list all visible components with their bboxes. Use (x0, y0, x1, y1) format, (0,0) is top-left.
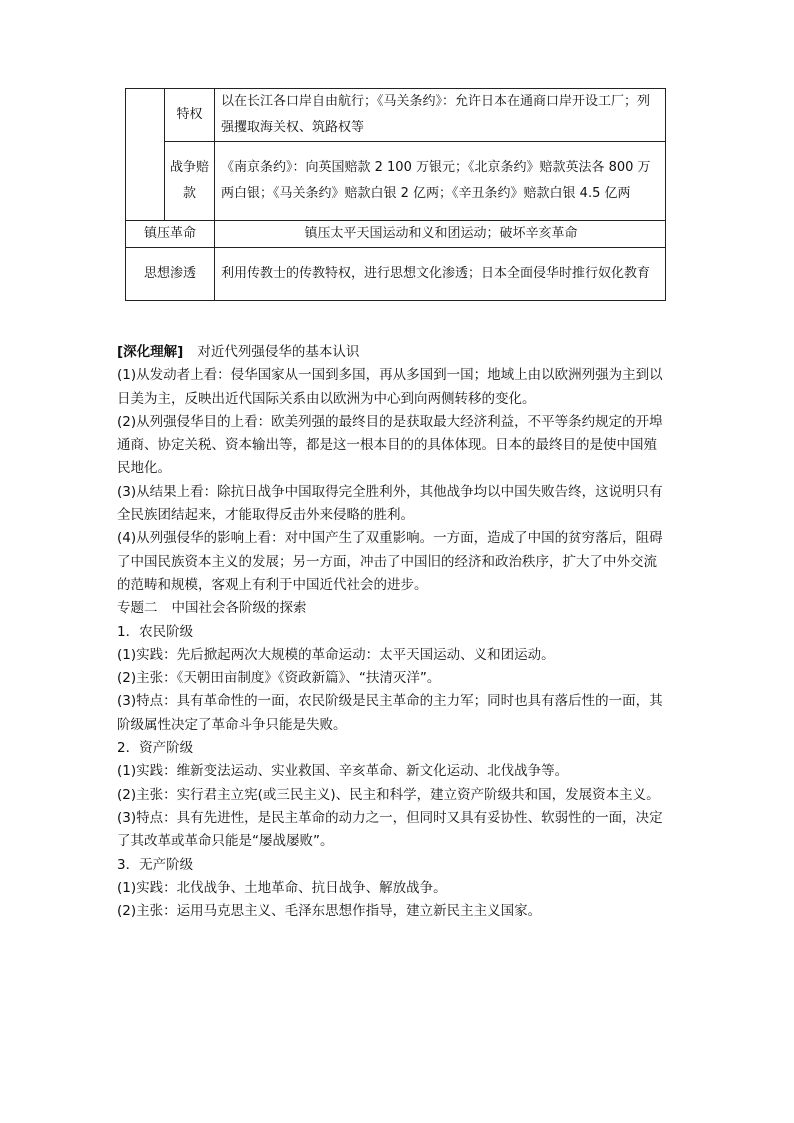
deepen-label: [深化理解] (117, 344, 184, 360)
row-label: 特权 (165, 89, 215, 142)
section-item: (2)主张：《天朝田亩制度》《资政新篇》、“扶清灭洋”。 (117, 670, 441, 687)
deepen-title: 对近代列强侵华的基本认识 (197, 344, 360, 360)
table-row (126, 221, 666, 248)
topic-title: 中国社会各阶级的探索 (171, 600, 307, 617)
row-content: 以在长江各口岸自由航行；《马关条约》：允许日本在通商口岸开设工厂；列强攫取海关权、筑路权等 (215, 89, 666, 142)
topic-label: 专题二 (117, 600, 158, 617)
row-content: 镇压太平天国运动和义和团运动；破坏辛亥革命 (215, 221, 666, 248)
row-label: 战争赔款 (165, 142, 215, 221)
section-heading: 2．资产阶级 (117, 740, 194, 757)
section-item: (2)主张：运用马克思主义、毛泽东思想作指导，建立新民主主义国家。 (117, 903, 542, 920)
section-item: (1)实践：先后掀起两次大规模的革命运动：太平天国运动、义和团运动。 (117, 646, 555, 663)
table-blank-cell (126, 89, 165, 221)
section-item: (3)特点：具有革命性的一面，农民阶级是民主革命的主力军；同时也具有落后性的一面，其阶级属性决定了革命斗争只能是失败。 (117, 693, 663, 733)
deepen-point: (4)从列强侵华的影响上看：对中国产生了双重影响。一方面，造成了中国的贫穷落后，阻碍了中国民族资本主义的发展；另一方面，冲击了中国旧的经济和政治秩序，扩大了中外交流的范畴和规模，客观上有利于中国近代社会的进步。 (117, 530, 663, 593)
deepen-heading (117, 341, 669, 364)
section-heading: 1．农民阶级 (117, 623, 194, 640)
deepen-point: (1)从发动者上看：侵华国家从一国到多国，再从多国到一国；地域上由以欧洲列强为主到以日美为主，反映出近代国际关系由以欧洲为中心到向两侧转移的变化。 (117, 367, 663, 407)
section-item: (2)主张：实行君主立宪(或三民主义)、民主和科学，建立资产阶级共和国，发展资本主义。 (117, 786, 660, 803)
table-row (126, 142, 666, 221)
section-heading: 3．无产阶级 (117, 856, 194, 873)
table-row (126, 248, 666, 301)
document-body (117, 341, 669, 923)
row-label: 思想渗透 (126, 248, 215, 301)
topic-heading (117, 597, 669, 620)
row-label: 镇压革命 (126, 221, 215, 248)
section-item: (1)实践：维新变法运动、实业救国、辛亥革命、新文化运动、北伐战争等。 (117, 763, 569, 780)
row-content: 《南京条约》：向英国赔款 2 100 万银元；《北京条约》赔款英法各 800 万两白银；《马关条约》赔款白银 2 亿两；《辛丑条约》赔款白银 4.5 亿两 (215, 142, 666, 221)
deepen-point: (2)从列强侵华目的上看：欧美列强的最终目的是获取最大经济利益，不平等条约规定的开埠通商、协定关税、资本输出等，都是这一根本目的的具体体现。日本的最终目的是使中国殖民地化。 (117, 413, 663, 477)
table-row (126, 89, 666, 142)
deepen-point: (3)从结果上看：除抗日战争中国取得完全胜利外，其他战争均以中国失败告终，这说明只有全民族团结起来，才能取得反击外来侵略的胜利。 (117, 483, 663, 524)
row-content: 利用传教士的传教特权，进行思想文化渗透；日本全面侵华时推行奴化教育 (215, 248, 666, 301)
aggression-table (125, 88, 666, 301)
section-item: (3)特点：具有先进性，是民主革命的动力之一，但同时又具有妥协性、软弱性的一面，决定了其改革或革命只能是“屡战屡败”。 (117, 809, 663, 850)
section-item: (1)实践：北伐战争、土地革命、抗日战争、解放战争。 (117, 879, 447, 896)
